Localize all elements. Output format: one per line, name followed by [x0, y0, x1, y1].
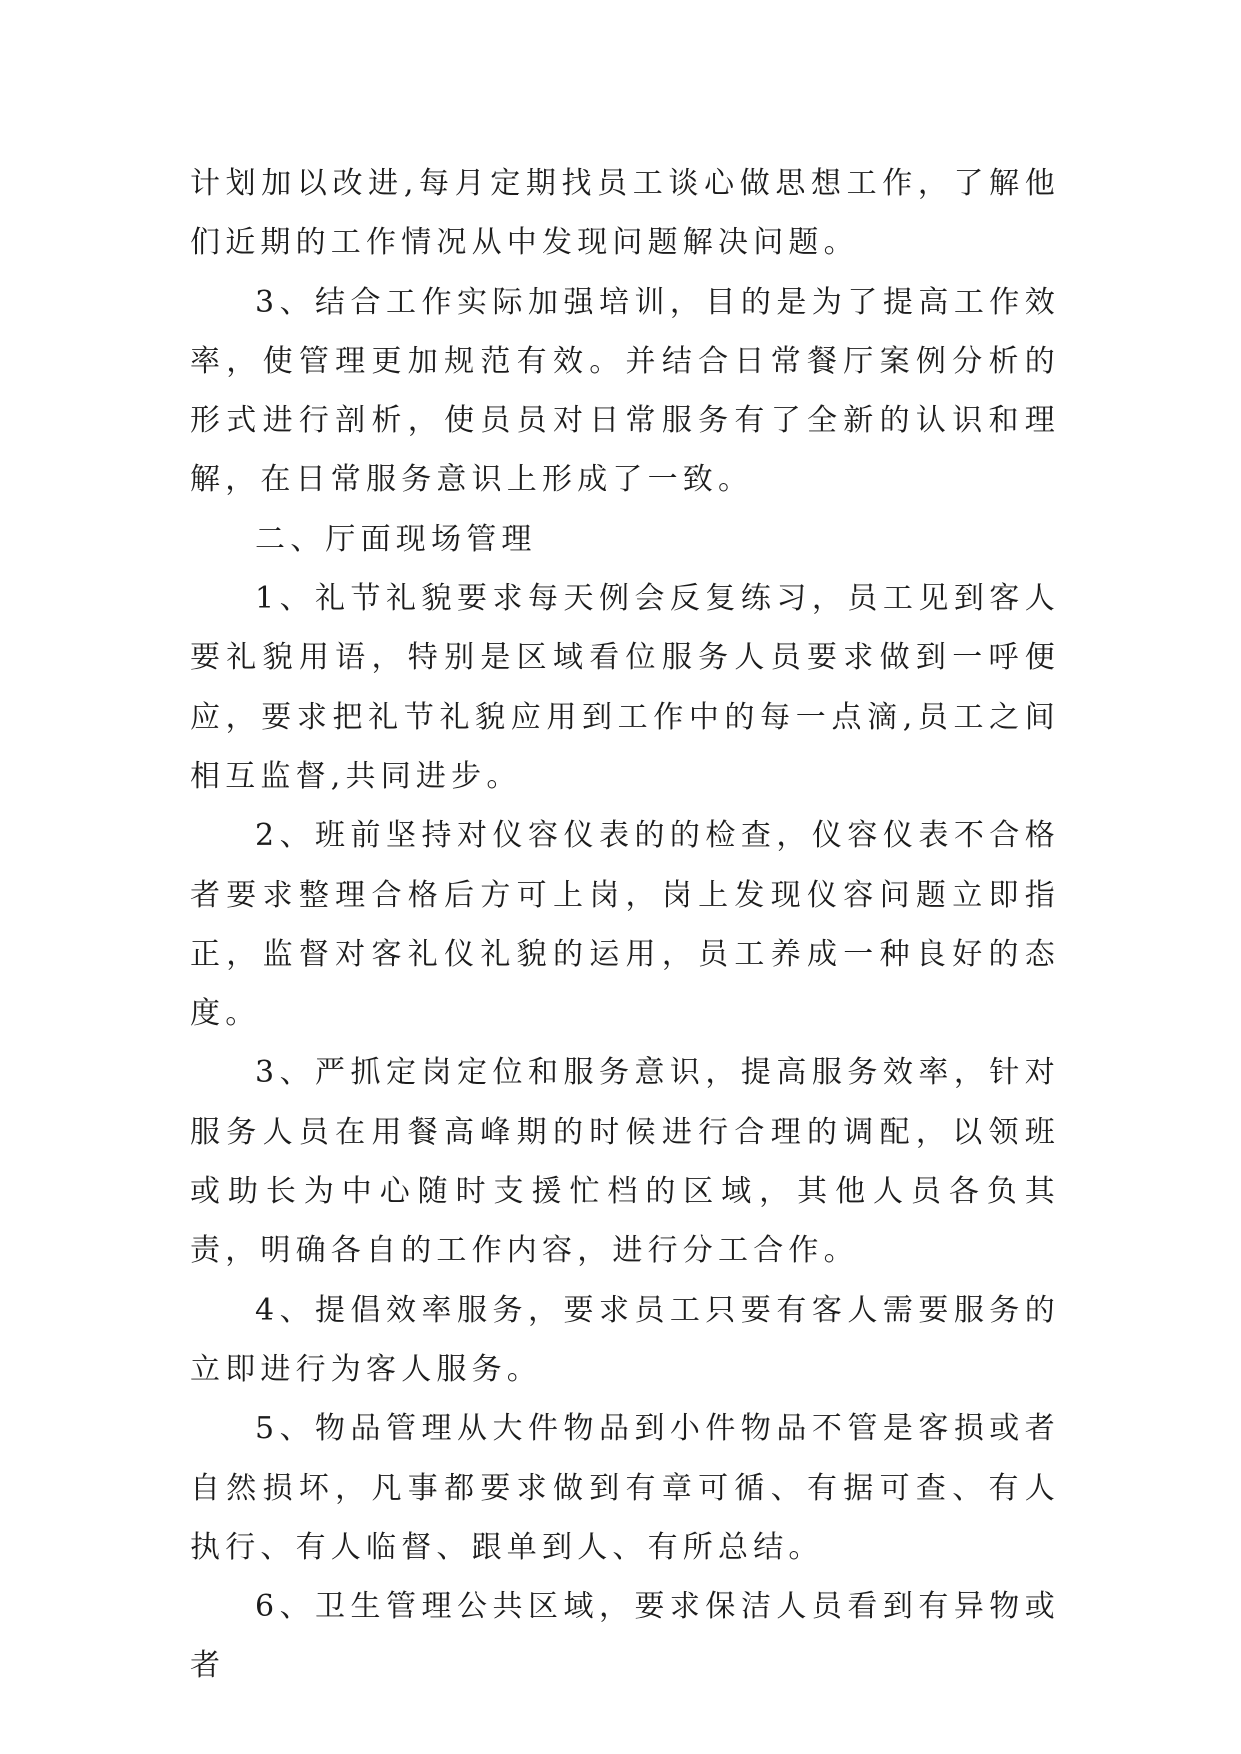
paragraph-etiquette: 1、礼节礼貌要求每天例会反复练习，员工见到客人要礼貌用语，特别是区域看位服务人员要求做到一呼便应，要求把礼节礼貌应用到工作中的每一点滴,员工之间相互监督,共同进步。: [190, 581, 1060, 794]
paragraph-item-management: 5、物品管理从大件物品到小件物品不管是客损或者自然损坏，凡事都要求做到有章可循、有据可查、有人执行、有人临督、跟单到人、有所总结。: [190, 1411, 1060, 1565]
paragraph-positioning: 3、严抓定岗定位和服务意识，提高服务效率，针对服务人员在用餐高峰期的时候进行合理的调配，以领班或助长为中心随时支援忙档的区域，其他人员各负其责，明确各自的工作内容，进行分工合作。: [190, 1055, 1060, 1269]
paragraph-continuation: 计划加以改进,每月定期找员工谈心做思想工作，了解他们近期的工作情况从中发现问题解决问题。: [190, 166, 1060, 261]
section-heading-floor-management: 二、厅面现场管理: [255, 521, 537, 557]
paragraph-training: 3、结合工作实际加强培训，目的是为了提高工作效率，使管理更加规范有效。并结合日常餐厅案例分析的形式进行剖析，使员员对日常服务有了全新的认识和理解，在日常服务意识上形成了一致。: [190, 284, 1060, 498]
document-body: [190, 154, 1060, 1696]
paragraph-appearance-check: 2、班前坚持对仪容仪表的的检查，仪容仪表不合格者要求整理合格后方可上岗，岗上发现仪容问题立即指正，监督对客礼仪礼貌的运用，员工养成一种良好的态度。: [190, 818, 1060, 1032]
paragraph-efficiency: 4、提倡效率服务，要求员工只要有客人需要服务的立即进行为客人服务。: [190, 1292, 1060, 1387]
paragraph-hygiene: 6、卫生管理公共区域，要求保洁人员看到有异物或者: [190, 1589, 1060, 1684]
